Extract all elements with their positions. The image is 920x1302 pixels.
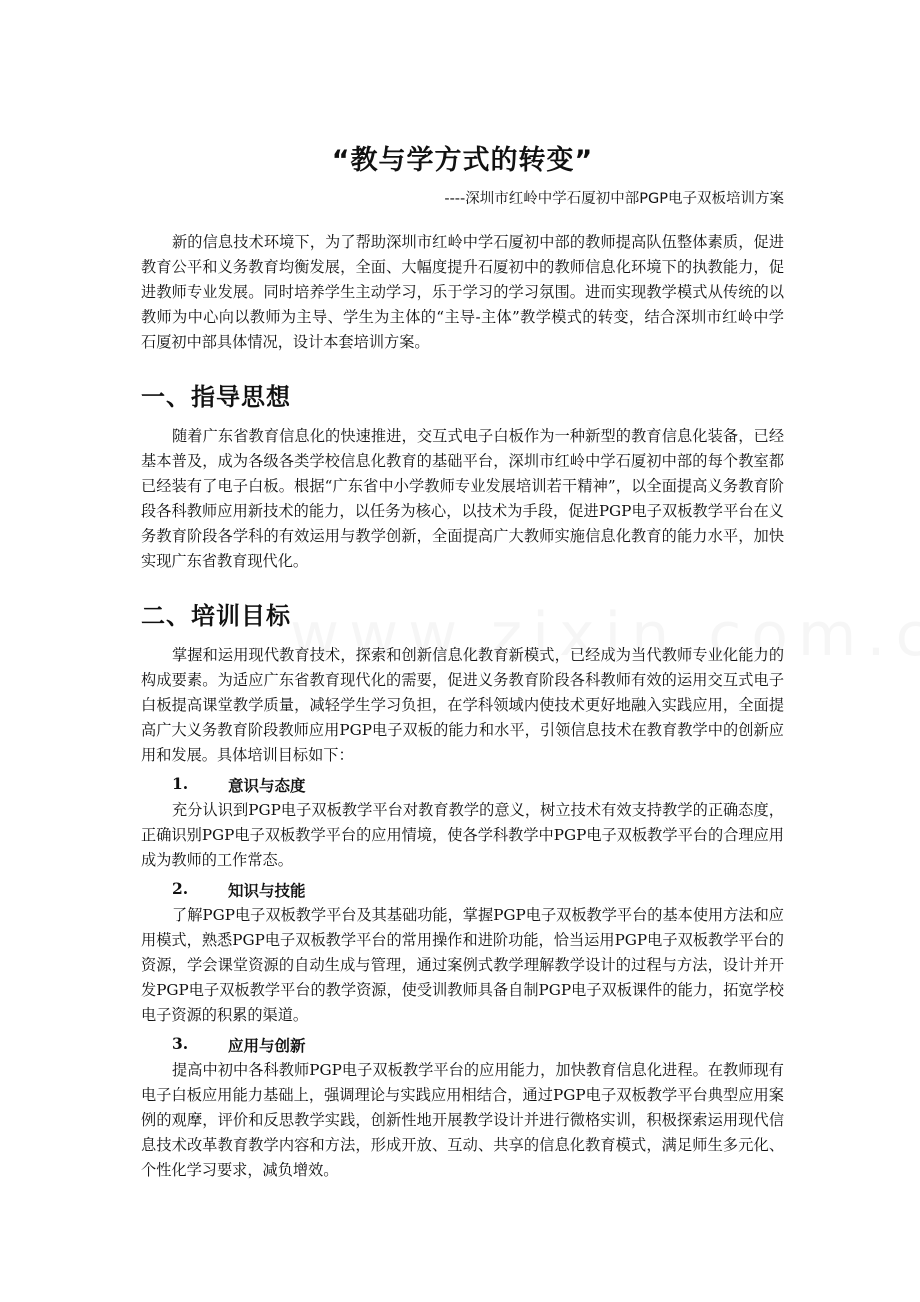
target-title: 知识与技能: [228, 881, 306, 900]
section-heading-guiding-ideology: 一、指导思想: [141, 383, 291, 411]
section-body-training-goals: 掌握和运用现代教育技术，探索和创新信息化教育新模式，已经成为当代教师专业化能力的构成要素。为适应广东省教育现代化的需要，促进义务教育阶段各科教师有效的运用交互式电子白板提高课堂教学质量，减轻学生学习负担，在学科领域内使技术更好地融入实践应用，全面提高广大义务教育阶段教师应用PGP电子双板的能力和水平，引领信息技术在教育教学中的创新应用和发展。具体培训目标如下：: [141, 646, 784, 764]
target-heading-1: [172, 774, 784, 796]
target-body-2: 了解PGP电子双板教学平台及其基础功能，掌握PGP电子双板教学平台的基本使用方法和应用模式，熟悉PGP电子双板教学平台的常用操作和进阶功能，恰当运用PGP电子双板教学平台的资源，学会课堂资源的自动生成与管理，通过案例式教学理解教学设计的过程与方法，设计并开发PGP电子双板教学平台的教学资源，使受训教师具备自制PGP电子双板课件的能力，拓宽学校电子资源的积累的渠道。: [141, 906, 784, 1024]
target-title: 应用与创新: [228, 1036, 306, 1055]
document-subtitle: ----深圳市红岭中学石厦初中部PGP电子双板培训方案: [444, 191, 784, 207]
target-heading-2: [172, 879, 784, 901]
document-content: [141, 138, 784, 1183]
target-heading-3: [172, 1034, 784, 1056]
target-number: 1.: [172, 774, 189, 793]
intro-paragraph: 新的信息技术环境下，为了帮助深圳市红岭中学石厦初中部的教师提高队伍整体素质，促进教育公平和义务教育均衡发展，全面、大幅度提升石厦初中的教师信息化环境下的执教能力，促进教师专业发展。同时培养学生主动学习，乐于学习的学习氛围。进而实现教学模式从传统的以教师为中心向以教师为主导、学生为主体的“主导-主体”教学模式的转变，结合深圳市红岭中学石厦初中部具体情况，设计本套培训方案。: [141, 233, 784, 351]
section-body-guiding-ideology: 随着广东省教育信息化的快速推进，交互式电子白板作为一种新型的教育信息化装备，已经基本普及，成为各级各类学校信息化教育的基础平台，深圳市红岭中学石厦初中部的每个教室都已经装有了电子白板。根据“广东省中小学教师专业发展培训若干精神”，以全面提高义务教育阶段各科教师应用新技术的能力，以任务为核心，以技术为手段，促进PGP电子双板教学平台在义务教育阶段各学科的有效运用与教学创新，全面提高广大教师实施信息化教育的能力水平，加快实现广东省教育现代化。: [141, 427, 784, 570]
section-heading-training-goals: 二、培训目标: [141, 602, 291, 630]
target-body-1: 充分认识到PGP电子双板教学平台对教育教学的意义，树立技术有效支持教学的正确态度，正确识别PGP电子双板教学平台的应用情境，使各学科教学中PGP电子双板教学平台的合理应用成为教师的工作常态。: [141, 801, 784, 869]
target-number: 2.: [172, 879, 189, 898]
target-number: 3.: [172, 1034, 189, 1053]
document-title: “教与学方式的转变”: [331, 145, 594, 176]
target-title: 意识与态度: [228, 776, 306, 795]
target-body-3: 提高中初中各科教师PGP电子双板教学平台的应用能力，加快教育信息化进程。在教师现有电子白板应用能力基础上，强调理论与实践应用相结合，通过PGP电子双板教学平台典型应用案例的观摩，评价和反思教学实践，创新性地开展教学设计并进行微格实训，积极探索运用现代信息技术改革教育教学内容和方法，形成开放、互动、共享的信息化教育模式，满足师生多元化、个性化学习要求，减负增效。: [141, 1061, 784, 1179]
